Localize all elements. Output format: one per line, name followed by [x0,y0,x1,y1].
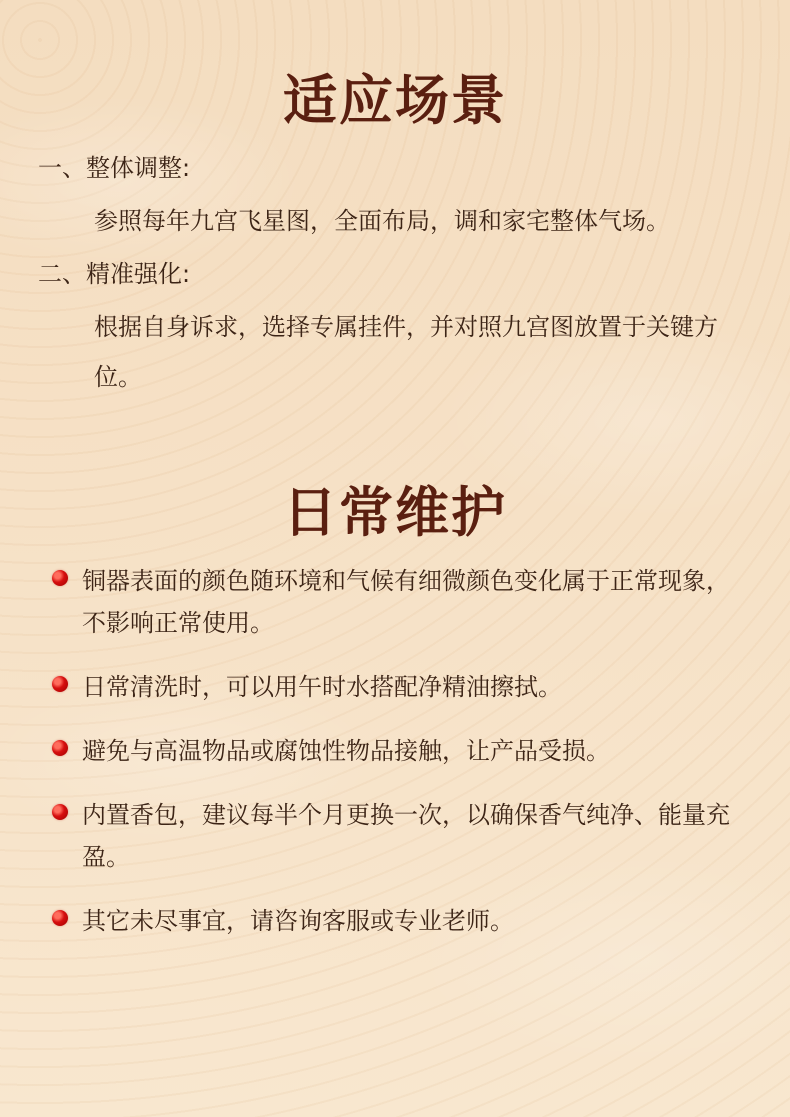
red-dot-icon [52,740,68,756]
care-item-2 [52,666,752,708]
care-text-2: 日常清洗时，可以用午时水搭配净精油擦拭。 [82,673,562,701]
section-title-care: 日常维护 [283,480,507,544]
care-item-5 [52,900,752,942]
care-item-3 [52,730,752,772]
care-list [52,560,752,942]
care-text-5: 其它未尽事宜，请咨询客服或专业老师。 [82,907,514,935]
care-text-3: 避免与高温物品或腐蚀性物品接触，让产品受损。 [82,737,610,765]
care-text-4: 内置香包，建议每半个月更换一次，以确保香气纯净、能量充盈。 [82,801,730,871]
scenario-item-1 [38,150,750,246]
scenario-head-2: 二、精准强化: [38,260,191,288]
scenario-head-1: 一、整体调整: [38,154,191,182]
red-dot-icon [52,804,68,820]
care-item-1 [52,560,752,644]
red-dot-icon [52,676,68,692]
care-text-1: 铜器表面的颜色随环境和气候有细微颜色变化属于正常现象，不影响正常使用。 [82,567,730,637]
red-dot-icon [52,910,68,926]
scenario-body-2: 根据自身诉求，选择专属挂件，并对照九宫图放置于关键方位。 [94,313,718,391]
red-dot-icon [52,570,68,586]
care-item-4 [52,794,752,878]
scenario-item-2 [38,256,750,402]
section-title-adapt: 适应场景 [283,68,507,132]
scenario-body-1: 参照每年九宫飞星图，全面布局，调和家宅整体气场。 [94,207,670,235]
